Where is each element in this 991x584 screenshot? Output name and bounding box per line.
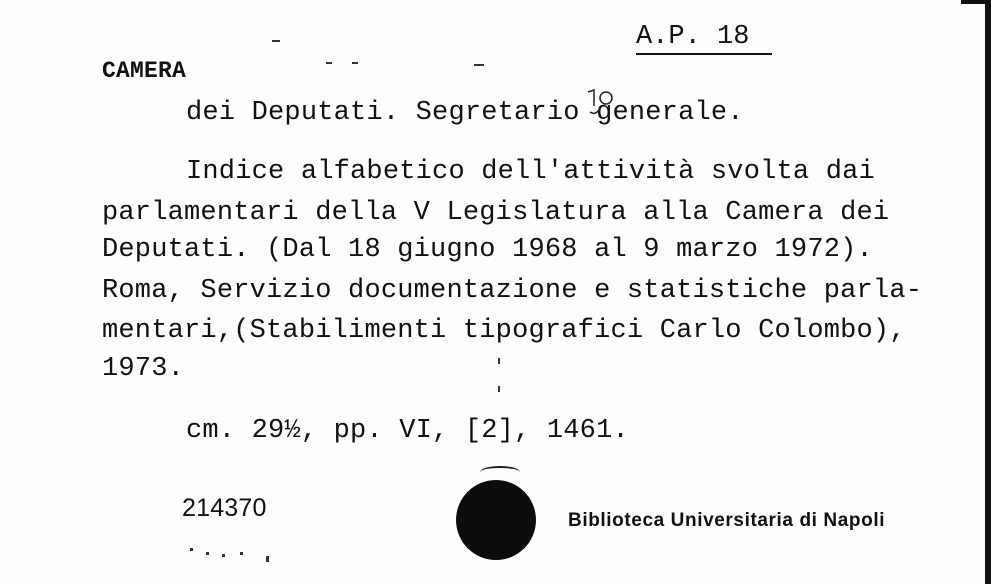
- scan-speck: [190, 548, 193, 551]
- scan-speck: [326, 62, 332, 64]
- body-line-3: Deputati. (Dal 18 giugno 1968 al 9 marzo 1972).: [102, 235, 873, 265]
- call-number-underline: [636, 53, 772, 55]
- scan-speck: [498, 358, 500, 364]
- card-scan-edge: [985, 0, 991, 584]
- body-line-4: Roma, Servizio documentazione e statistiche parla-: [102, 276, 923, 306]
- physical-description: cm. 29½, pp. VI, [2], 1461.: [186, 416, 629, 446]
- scan-speck: [206, 552, 209, 555]
- call-number: A.P. 18: [636, 22, 750, 52]
- body-line-1: Indice alfabetico dell'attività svolta dai: [186, 157, 875, 187]
- scan-speck: [222, 554, 225, 557]
- heading: CAMERA: [102, 58, 187, 84]
- scan-speck: [474, 64, 484, 66]
- scan-speck: [266, 556, 269, 562]
- inventory-number: 214370: [182, 494, 267, 522]
- scan-speck: [498, 386, 500, 392]
- body-line-2: parlamentari della V Legislatura alla Camera dei: [102, 198, 890, 228]
- library-stamp: [456, 480, 536, 560]
- scan-speck: [240, 552, 243, 555]
- library-stamp-text: Biblioteca Universitaria di Napoli: [568, 510, 886, 531]
- body-line-5: mentari,(Stabilimenti tipografici Carlo Colombo),: [102, 316, 906, 346]
- stamp-arc: [480, 466, 520, 478]
- scan-speck: [352, 62, 358, 64]
- scan-speck: [272, 40, 280, 42]
- card-scan-corner: [961, 0, 991, 4]
- title-line-1: dei Deputati. Segretario generale.: [186, 98, 744, 128]
- handwritten-annotation: [586, 86, 620, 116]
- body-line-6: 1973.: [102, 354, 185, 384]
